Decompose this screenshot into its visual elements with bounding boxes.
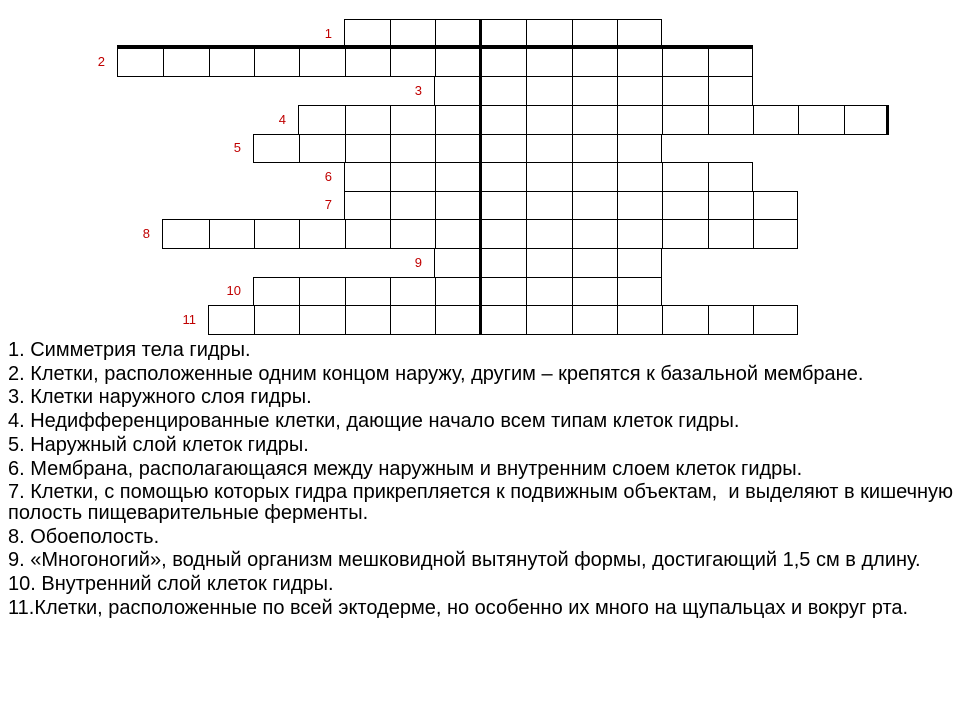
crossword-cell[interactable] (299, 135, 345, 162)
crossword-cell[interactable] (481, 163, 526, 191)
crossword-cell[interactable] (526, 278, 572, 305)
row-bold-top-line (117, 45, 753, 49)
crossword-cell[interactable] (435, 249, 481, 277)
row-number-label: 4 (278, 112, 286, 127)
crossword-row (117, 48, 753, 77)
crossword-cell[interactable] (572, 278, 617, 305)
clue-list (8, 340, 960, 621)
crossword-cell[interactable] (118, 49, 163, 76)
crossword-cell[interactable] (526, 135, 572, 162)
crossword-cell[interactable] (345, 278, 390, 305)
crossword-cell[interactable] (617, 306, 662, 334)
crossword-cell[interactable] (390, 49, 435, 76)
crossword-cell[interactable] (526, 106, 572, 134)
crossword-cell[interactable] (481, 220, 526, 248)
crossword-cell[interactable] (435, 20, 481, 48)
crossword-cell[interactable] (435, 306, 481, 334)
clue-text: 6. Мембрана, располагающаяся между наружным и внутренним слоем клеток гидры. (8, 457, 803, 480)
crossword-cell[interactable] (254, 135, 299, 162)
row-number-label: 10 (226, 283, 241, 298)
clue-text: 9. «Многоногий», водный организм мешковидной вытянутой формы, достигающий 1,5 см в длину. (8, 549, 921, 572)
row-number-label: 9 (414, 255, 422, 270)
crossword-cell[interactable] (481, 20, 526, 48)
crossword-cell[interactable] (617, 278, 662, 305)
clue-text: 4. Недифференцированные клетки, дающие начало всем типам клеток гидры. (8, 410, 740, 433)
crossword-row (434, 248, 662, 278)
crossword-cell[interactable] (435, 135, 481, 162)
crossword-grid (0, 0, 960, 340)
crossword-cell[interactable] (526, 20, 572, 48)
crossword-cell[interactable] (753, 220, 798, 248)
crossword-cell[interactable] (662, 306, 708, 334)
row-number-label: 5 (233, 140, 241, 155)
crossword-cell[interactable] (708, 220, 753, 248)
clue-text: 8. Обоеполость. (8, 525, 160, 548)
crossword-cell[interactable] (435, 49, 481, 76)
row-bold-right-line (886, 105, 889, 135)
crossword-cell[interactable] (481, 106, 526, 134)
crossword-cell[interactable] (345, 135, 390, 162)
crossword-cell[interactable] (617, 192, 662, 219)
crossword-cell[interactable] (617, 220, 662, 248)
crossword-cell[interactable] (209, 220, 254, 248)
row-number-label: 1 (324, 26, 332, 41)
crossword-cell[interactable] (572, 192, 617, 219)
crossword-cell[interactable] (572, 306, 617, 334)
crossword-cell[interactable] (617, 163, 662, 191)
crossword-cell[interactable] (481, 49, 526, 76)
crossword-cell[interactable] (163, 220, 209, 248)
crossword-row (208, 305, 798, 335)
crossword-cell[interactable] (435, 106, 481, 134)
crossword-cell[interactable] (753, 106, 798, 134)
crossword-cell[interactable] (526, 49, 572, 76)
answer-column-bold-line (479, 19, 482, 335)
crossword-cell[interactable] (481, 306, 526, 334)
clue-text: 10. Внутренний слой клеток гидры. (8, 573, 334, 596)
crossword-cell[interactable] (254, 49, 299, 76)
crossword-cell[interactable] (708, 306, 753, 334)
crossword-cell[interactable] (572, 20, 617, 48)
crossword-row (253, 277, 662, 306)
crossword-cell[interactable] (390, 106, 435, 134)
crossword-cell[interactable] (209, 306, 254, 334)
crossword-cell[interactable] (662, 192, 708, 219)
crossword-cell[interactable] (617, 49, 662, 76)
crossword-cell[interactable] (390, 163, 435, 191)
crossword-cell[interactable] (662, 77, 708, 105)
crossword-cell[interactable] (844, 106, 889, 134)
row-number-label: 8 (142, 226, 150, 241)
crossword-cell[interactable] (299, 306, 345, 334)
crossword-cell[interactable] (299, 220, 345, 248)
crossword-cell[interactable] (708, 163, 753, 191)
crossword-cell[interactable] (435, 77, 481, 105)
row-number-label: 7 (324, 197, 332, 212)
clue-text: 1. Симметрия тела гидры. (8, 339, 251, 361)
crossword-cell[interactable] (526, 249, 572, 277)
crossword-cell[interactable] (617, 106, 662, 134)
crossword-cell[interactable] (662, 106, 708, 134)
row-number-label: 11 (182, 312, 196, 327)
crossword-row (253, 134, 662, 163)
crossword-cell[interactable] (617, 135, 662, 162)
crossword-cell[interactable] (299, 49, 345, 76)
clue-text: 2. Клетки, расположенные одним концом наружу, другим – крепятся к базальной мембране. (8, 362, 864, 385)
crossword-cell[interactable] (345, 49, 390, 76)
crossword-cell[interactable] (798, 106, 844, 134)
crossword-cell[interactable] (526, 163, 572, 191)
crossword-cell[interactable] (753, 306, 798, 334)
crossword-cell[interactable] (708, 106, 753, 134)
crossword-cell[interactable] (617, 20, 662, 48)
crossword-cell[interactable] (345, 106, 390, 134)
row-number-label: 3 (414, 83, 422, 98)
clue-text: 11.Клетки, расположенные по всей эктодерме, но особенно их много на щупальцах и вокруг рта. (8, 596, 909, 619)
crossword-cell[interactable] (526, 77, 572, 105)
crossword-cell[interactable] (481, 192, 526, 219)
crossword-cell[interactable] (254, 220, 299, 248)
crossword-cell[interactable] (435, 220, 481, 248)
crossword-cell[interactable] (572, 249, 617, 277)
crossword-cell[interactable] (390, 135, 435, 162)
crossword-cell[interactable] (299, 106, 345, 134)
crossword-cell[interactable] (435, 163, 481, 191)
crossword-cell[interactable] (390, 220, 435, 248)
crossword-cell[interactable] (254, 278, 299, 305)
crossword-cell[interactable] (662, 49, 708, 76)
crossword-cell[interactable] (345, 163, 390, 191)
row-number-label: 2 (97, 54, 105, 69)
crossword-cell[interactable] (662, 220, 708, 248)
crossword-cell[interactable] (254, 306, 299, 334)
crossword-cell[interactable] (390, 306, 435, 334)
crossword-cell[interactable] (435, 192, 481, 219)
crossword-cell[interactable] (345, 220, 390, 248)
crossword-cell[interactable] (526, 306, 572, 334)
crossword-cell[interactable] (572, 77, 617, 105)
clue-text: 5. Наружный слой клеток гидры. (8, 433, 309, 456)
crossword-cell[interactable] (617, 249, 662, 277)
clue-text: 7. Клетки, с помощью которых гидра прикрепляется к подвижным объектам, и выделяют в кишечную полость пищеварительные ферменты. (8, 481, 959, 524)
crossword-cell[interactable] (572, 106, 617, 134)
crossword-cell[interactable] (481, 249, 526, 277)
crossword-cell[interactable] (435, 278, 481, 305)
crossword-cell[interactable] (753, 192, 798, 219)
crossword-cell[interactable] (209, 49, 254, 76)
crossword-cell[interactable] (526, 220, 572, 248)
crossword-cell[interactable] (299, 278, 345, 305)
crossword-cell[interactable] (572, 135, 617, 162)
crossword-cell[interactable] (662, 163, 708, 191)
crossword-cell[interactable] (708, 77, 753, 105)
row-number-label: 6 (324, 169, 332, 184)
clue-text: 3. Клетки наружного слоя гидры. (8, 386, 312, 409)
crossword-cell[interactable] (572, 220, 617, 248)
crossword-cell[interactable] (708, 49, 753, 76)
crossword-cell[interactable] (572, 163, 617, 191)
crossword-cell[interactable] (345, 20, 390, 48)
crossword-cell[interactable] (572, 49, 617, 76)
crossword-cell[interactable] (617, 77, 662, 105)
crossword-row (344, 162, 753, 192)
crossword-cell[interactable] (481, 135, 526, 162)
crossword-cell[interactable] (708, 192, 753, 219)
crossword-cell[interactable] (345, 306, 390, 334)
crossword-cell[interactable] (390, 192, 435, 219)
crossword-cell[interactable] (163, 49, 209, 76)
crossword-cell[interactable] (481, 77, 526, 105)
crossword-cell[interactable] (345, 192, 390, 219)
crossword-row (298, 105, 889, 135)
crossword-cell[interactable] (481, 278, 526, 305)
crossword-cell[interactable] (526, 192, 572, 219)
crossword-cell[interactable] (390, 278, 435, 305)
crossword-cell[interactable] (390, 20, 435, 48)
crossword-row (344, 191, 798, 220)
